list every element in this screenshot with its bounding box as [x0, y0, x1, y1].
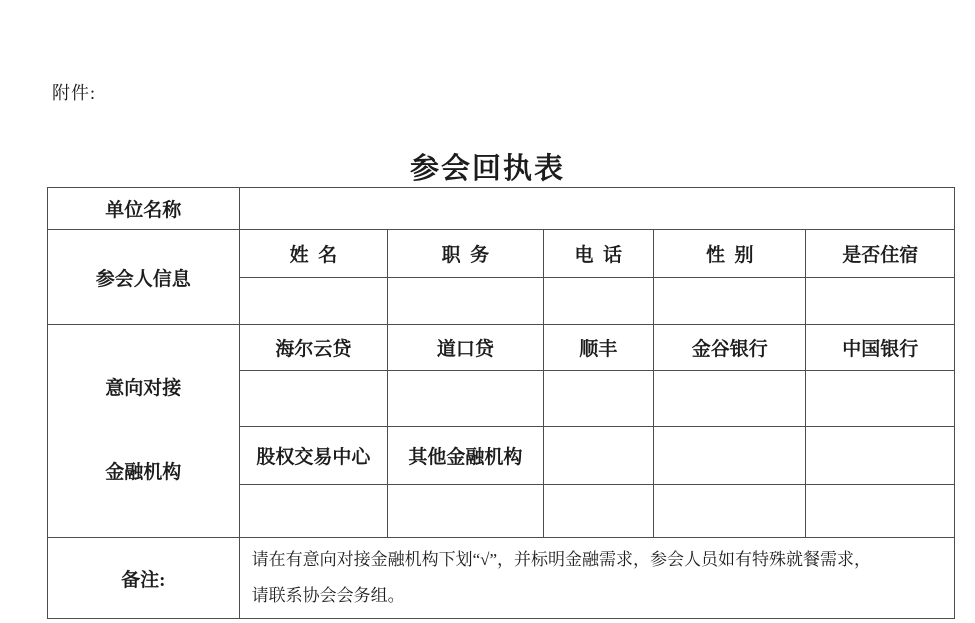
participant-name-input-cell[interactable] [239, 278, 387, 325]
institution-check-cell[interactable] [653, 371, 806, 427]
institution-check-cell[interactable] [543, 371, 653, 427]
participant-position-input-cell[interactable] [388, 278, 544, 325]
participant-lodging-input-cell[interactable] [806, 278, 955, 325]
unit-name-input-cell[interactable] [239, 188, 954, 230]
table-row [48, 188, 955, 230]
institution-option-equity-exchange: 股权交易中心 [239, 427, 387, 485]
institutions-label [48, 325, 240, 538]
participant-header-gender: 性 别 [653, 230, 806, 278]
unit-name-label: 单位名称 [48, 188, 240, 230]
institution-option-shunfeng: 顺丰 [543, 325, 653, 371]
institution-check-cell[interactable] [239, 371, 387, 427]
institution-check-cell[interactable] [806, 485, 955, 538]
form-title: 参会回执表 [409, 153, 565, 185]
institution-option-daokou: 道口贷 [388, 325, 544, 371]
institution-option-boc: 中国银行 [806, 325, 955, 371]
institution-check-cell[interactable] [806, 371, 955, 427]
participant-header-phone: 电 话 [543, 230, 653, 278]
remarks-line1: 请在有意向对接金融机构下划“√”，并标明金融需求，参会人员如有特殊就餐需求， [251, 550, 872, 569]
participant-gender-input-cell[interactable] [653, 278, 806, 325]
remarks-line2: 请联系协会会务组。 [251, 586, 405, 605]
institutions-label-line1: 意向对接 [105, 378, 182, 399]
institution-option-other: 其他金融机构 [388, 427, 544, 485]
participant-header-position: 职 务 [388, 230, 544, 278]
institution-check-cell[interactable] [388, 485, 544, 538]
reply-form-table [47, 187, 955, 619]
attachment-label: 附件: [52, 83, 97, 103]
institution-option-jingu: 金谷银行 [653, 325, 806, 371]
table-row [48, 230, 955, 278]
institution-option-empty [806, 427, 955, 485]
institution-check-cell[interactable] [543, 485, 653, 538]
participants-label: 参会人信息 [48, 230, 240, 325]
institution-option-haier: 海尔云贷 [239, 325, 387, 371]
institution-option-empty [653, 427, 806, 485]
institution-check-cell[interactable] [239, 485, 387, 538]
institution-check-cell[interactable] [388, 371, 544, 427]
remarks-label: 备注: [48, 538, 240, 619]
institutions-label-line2: 金融机构 [105, 462, 182, 483]
institution-check-cell[interactable] [653, 485, 806, 538]
participant-phone-input-cell[interactable] [543, 278, 653, 325]
remarks-text-cell [239, 538, 954, 619]
participant-header-name: 姓 名 [239, 230, 387, 278]
table-row [48, 538, 955, 619]
table-row [48, 325, 955, 371]
participant-header-lodging: 是否住宿 [806, 230, 955, 278]
institution-option-empty [543, 427, 653, 485]
